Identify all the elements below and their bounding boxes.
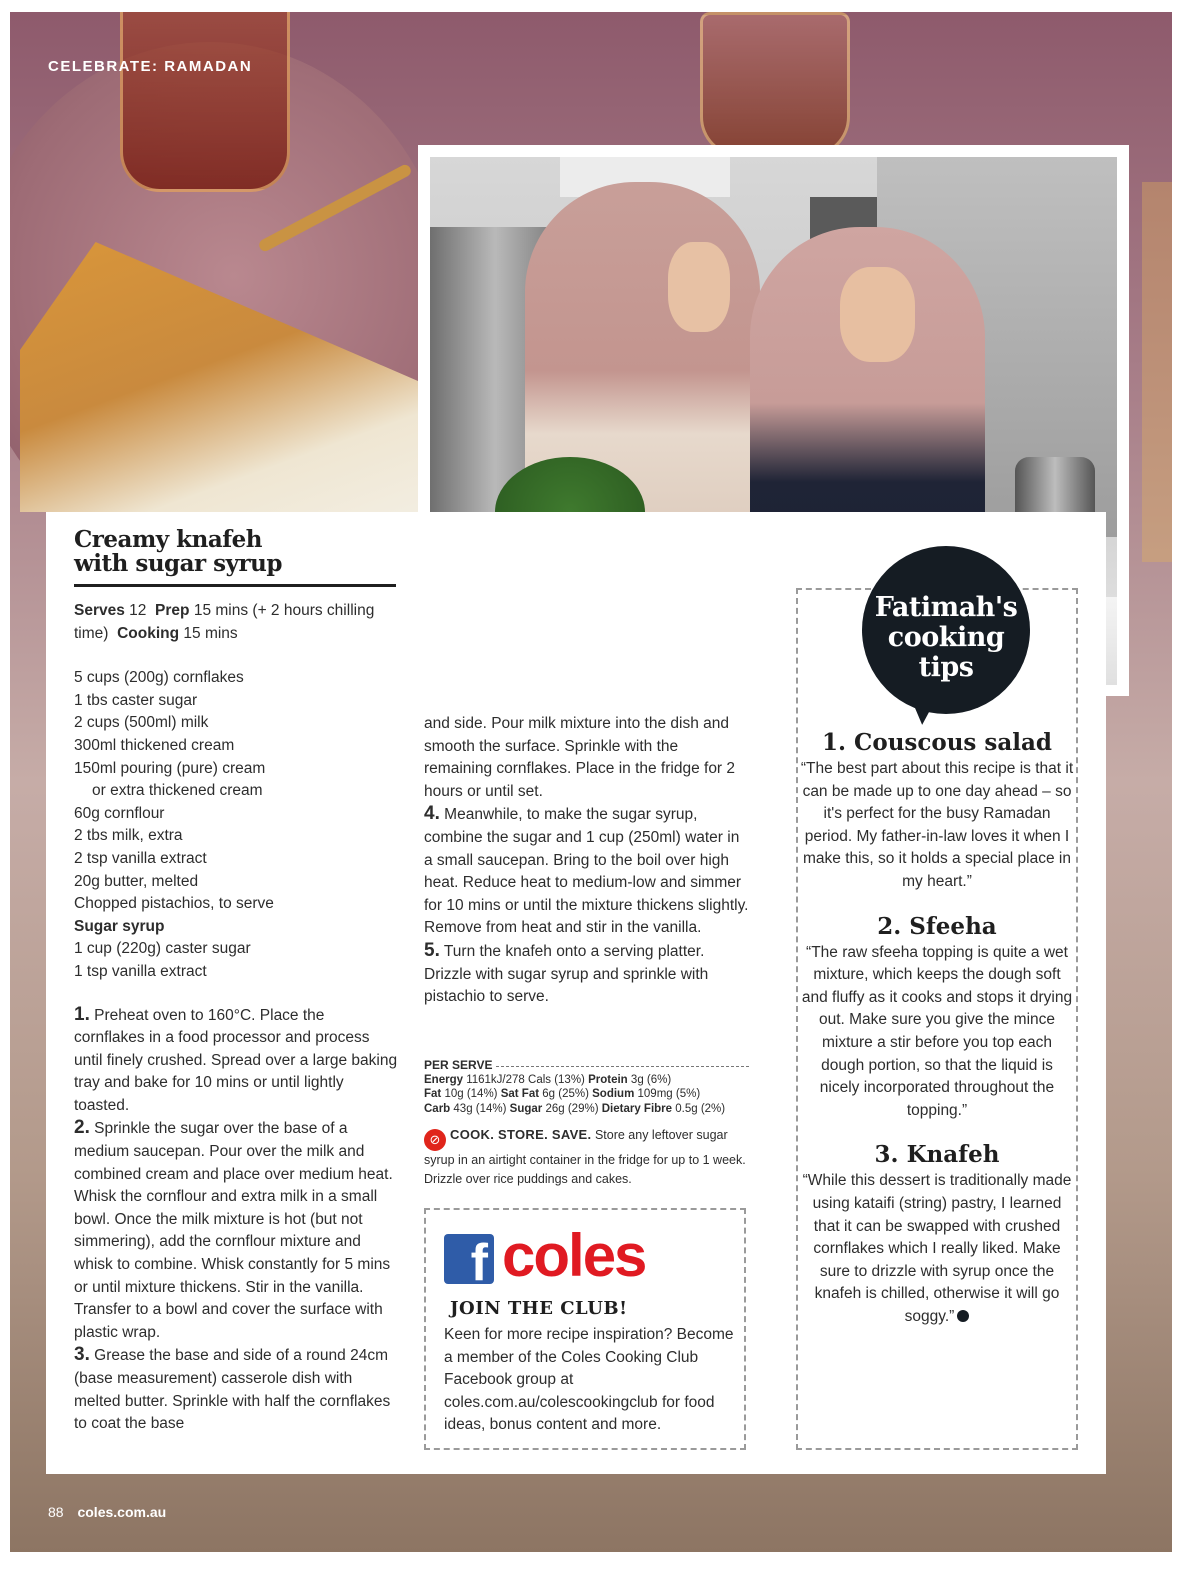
tip-text: “The raw sfeeha topping is quite a wet mixture, which keeps the dough soft and fluffy as it cooks and stops it drying out. Make sure you give the mince mixture a stir before you top each dough portion, so that the liquid is nicely incorporated throughout the topping.” <box>801 943 1073 1119</box>
tip-item <box>800 912 1074 1123</box>
no-waste-icon: ⊘ <box>424 1129 446 1151</box>
tip-text: “The best part about this recipe is that it can be made up to one day ahead – so it's perfect for the busy Ramadan period. My father-in-law loves it when I make this, so it holds a special place in my heart.” <box>800 760 1074 890</box>
ingredient-item: Chopped pistachios, to serve <box>74 895 274 913</box>
title-divider <box>74 584 396 587</box>
tip-item <box>800 728 1074 894</box>
footer-site: coles.com.au <box>77 1504 167 1520</box>
tip-title: 2. Sfeeha <box>877 912 997 940</box>
recipe-column-2 <box>424 713 749 1009</box>
method-step: 2. Sprinkle the sugar over the base of a medium saucepan. Pour over the milk and combined cream and place over medium heat. Whisk the cornflour and extra milk in a small bowl. Once the milk mixture is hot (but not simmering), add the cornflour mixture and whisk to combine. Whisk constantly for 5 mins or until mixture thickens. Stir in the vanilla. Transfer to a bowl and cover the surface with plastic wrap. <box>74 1117 393 1341</box>
nutrition-row: Energy 1161kJ/278 Cals (13%) Protein 3g (6%) <box>424 1073 672 1086</box>
ingredient-item: 5 cups (200g) cornflakes <box>74 669 244 687</box>
ingredient-item: 2 tbs milk, extra <box>74 827 183 845</box>
tip-text: “While this dessert is traditionally made using kataifi (string) pastry, I learned that it can be swapped with crushed cornflakes which I really liked. Make sure to drizzle with syrup once the knafeh is chilled, otherwise it will go soggy.” <box>802 1172 1072 1325</box>
cooking-tips-list <box>800 728 1074 1346</box>
ingredient-item: or extra thickened cream <box>92 782 263 800</box>
method-step: 5. Turn the knafeh onto a serving platter. Drizzle with sugar syrup and sprinkle with pistachio to serve. <box>424 939 709 1006</box>
method-steps <box>74 1004 399 1436</box>
cook-store-save-tip: ⊘ COOK. STORE. SAVE. Store any leftover sugar syrup in an airtight container in the fridge for up to 1 week. Drizzle over rice puddings and cakes. <box>424 1127 746 1186</box>
ingredient-item: 2 cups (500ml) milk <box>74 714 209 732</box>
section-label: CELEBRATE: RAMADAN <box>48 58 253 75</box>
recipe-title: Creamy knafeh with sugar syrup <box>74 526 282 577</box>
ingredient-item: 150ml pouring (pure) cream <box>74 759 266 777</box>
page-number: 88 <box>48 1504 64 1520</box>
tip-item <box>800 1140 1074 1328</box>
end-mark-icon <box>957 1310 969 1322</box>
ingredients-list <box>74 667 399 983</box>
facebook-icon[interactable]: f <box>444 1234 494 1284</box>
nutrition-row: Fat 10g (14%) Sat Fat 6g (25%) Sodium 109mg (5%) <box>424 1088 701 1100</box>
method-step: 3. Grease the base and side of a round 24cm (base measurement) casserole dish with melted butter. Sprinkle with half the cornflakes to coat the base <box>74 1344 391 1433</box>
ingredient-item: 1 tbs caster sugar <box>74 691 198 709</box>
recipe-meta: Serves 12 Prep 15 mins (+ 2 hours chilling time) Cooking 15 mins <box>74 602 375 642</box>
ingredient-item: 2 tsp vanilla extract <box>74 849 207 867</box>
cooking-tips-bubble: Fatimah's cooking tips <box>862 546 1030 714</box>
method-step-continued: and side. Pour milk mixture into the dish and smooth the surface. Sprinkle with the remaining cornflakes. Place in the fridge for 2 hours or until set. <box>424 715 736 800</box>
ingredient-item: 60g cornflour <box>74 804 165 822</box>
nutrition-heading: PER SERVE <box>424 1058 493 1072</box>
ingredient-item: 20g butter, melted <box>74 872 199 890</box>
ingredient-item: 1 cup (220g) caster sugar <box>74 940 251 958</box>
tea-glass-image <box>700 12 850 157</box>
recipe-column-1 <box>74 600 399 1436</box>
coles-logo: coles <box>502 1222 646 1289</box>
ingredient-item: 300ml thickened cream <box>74 736 235 754</box>
ingredient-subheading: Sugar syrup <box>74 917 165 935</box>
page-footer <box>48 1504 166 1520</box>
tea-glass-image <box>120 12 290 192</box>
club-text: Keen for more recipe inspiration? Become a member of the Coles Cooking Club Facebook group at coles.com.au/colescookingclub for food ideas, bonus content and more. <box>444 1326 734 1434</box>
club-title: JOIN THE CLUB! <box>450 1298 628 1319</box>
tip-title: 1. Couscous salad <box>822 729 1052 756</box>
method-step: 1. Preheat oven to 160°C. Place the cornflakes in a food processor and process until finely crushed. Spread over a large baking tray and bake for 10 mins or until lightly toasted. <box>74 1003 398 1114</box>
method-step: 4. Meanwhile, to make the sugar syrup, combine the sugar and 1 cup (250ml) water in a small saucepan. Bring to the boil over high heat. Reduce heat to medium-low and simmer for 10 mins or until the mixture thickens slightly. Remove from heat and stir in the vanilla. <box>424 803 749 937</box>
join-club-box <box>424 1208 746 1450</box>
nutrition-row: Carb 43g (14%) Sugar 26g (29%) Dietary Fibre 0.5g (2%) <box>424 1102 726 1115</box>
glass-image <box>1142 182 1172 562</box>
nutrition-panel <box>424 1058 749 1116</box>
ingredient-item: 1 tsp vanilla extract <box>74 962 207 980</box>
tip-title: 3. Knafeh <box>874 1141 1000 1169</box>
